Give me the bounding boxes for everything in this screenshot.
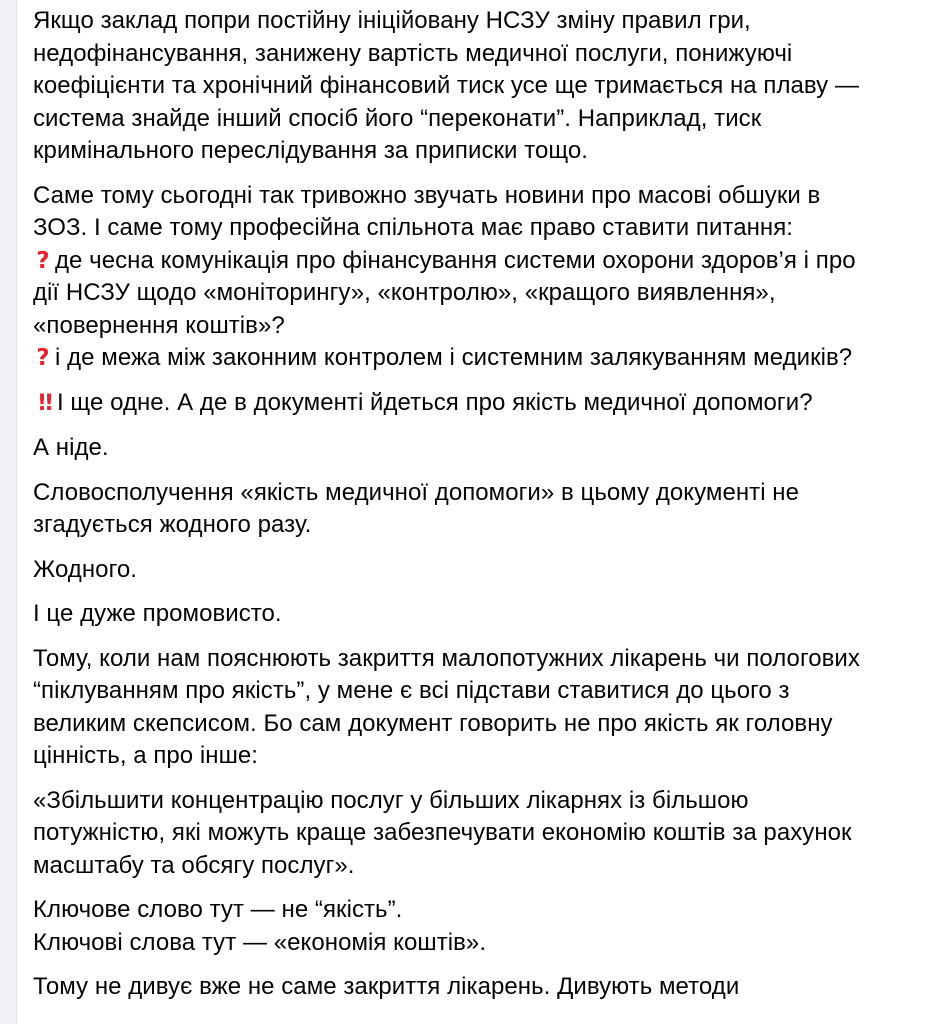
- text-line: [33, 554, 913, 587]
- text-line: [33, 817, 913, 850]
- line-text: ЗОЗ. І саме тому професійна спільнота має право ставити питання:: [33, 214, 793, 241]
- line-text: згадується жодного разу.: [33, 511, 312, 538]
- line-text: масштабу та обсягу послуг».: [33, 851, 355, 879]
- text-line: [33, 927, 913, 960]
- text-line: [33, 850, 913, 883]
- text-line: [33, 245, 913, 278]
- text-line: [33, 708, 913, 741]
- line-text: і де межа між законним контролем і системним залякуванням медиків?: [55, 344, 853, 371]
- post-paragraph: [33, 387, 913, 421]
- text-line: [33, 70, 913, 103]
- line-text: І це дуже промовисто.: [33, 600, 282, 627]
- text-line: [33, 387, 913, 421]
- text-line: [33, 785, 913, 818]
- post-paragraph: [33, 894, 913, 959]
- text-line: [33, 598, 913, 631]
- text-line: [33, 103, 913, 136]
- text-line: [33, 38, 913, 71]
- line-text: потужністю, які можуть краще забезпечувати економію коштів за рахунок: [33, 819, 852, 846]
- line-text: Словосполучення «якість медичної допомоги» в цьому документі не: [33, 478, 800, 506]
- post-paragraph: [33, 598, 913, 631]
- line-text: Тому не дивує вже не саме закриття лікарень. Дивують методи: [33, 973, 740, 1000]
- line-text: “піклуванням про якість”, у мене є всі підстави ставитися до цього з: [33, 677, 790, 704]
- text-line: [33, 310, 913, 343]
- text-line: [33, 212, 913, 245]
- text-line: [33, 5, 913, 38]
- line-text: Ключове слово тут — не “якість”.: [33, 896, 403, 923]
- line-text: «повернення коштів»?: [33, 311, 285, 339]
- line-text: кримінального переслідування за приписки тощо.: [33, 137, 589, 164]
- post-paragraph: [33, 432, 913, 465]
- line-text: Якщо заклад попри постійну ініційовану НСЗУ зміну правил гри,: [33, 7, 751, 34]
- line-text: коефіцієнти та хронічний фінансовий тиск усе ще тримається на плаву —: [33, 72, 859, 99]
- post-paragraph: [33, 785, 913, 883]
- text-line: [33, 643, 913, 676]
- text-line: [33, 180, 913, 213]
- text-line: [33, 971, 913, 1004]
- post-text: [33, 5, 913, 1016]
- post-paragraph: [33, 180, 913, 375]
- line-text: великим скепсисом. Бо сам документ говорить не про якість як головну: [33, 709, 833, 737]
- post-paragraph: [33, 971, 913, 1004]
- text-line: [33, 740, 913, 773]
- post-paragraph: [33, 5, 913, 168]
- text-line: [33, 432, 913, 465]
- post-paragraph: [33, 477, 913, 542]
- text-line: [33, 675, 913, 708]
- line-text: цінність, а про інше:: [33, 742, 259, 769]
- post-paragraph: [33, 554, 913, 587]
- post-card: [16, 0, 931, 1024]
- question-mark-icon: ?: [36, 345, 50, 371]
- line-text: А ніде.: [33, 434, 109, 461]
- post-paragraph: [33, 643, 913, 773]
- text-line: [33, 342, 913, 375]
- line-text: Тому, коли нам пояснюють закриття малопотужних лікарень чи пологових: [33, 644, 860, 672]
- text-line: [33, 894, 913, 927]
- line-text: Ключові слова тут — «економія коштів».: [33, 928, 487, 956]
- line-text: Саме тому сьогодні так тривожно звучать новини про масові обшуки в: [33, 181, 821, 209]
- line-text: «Збільшити концентрацію послуг у більших лікарнях із більшою: [33, 786, 749, 814]
- text-line: [33, 509, 913, 542]
- line-text: система знайде інший спосіб його “переконати”. Наприклад, тиск: [33, 104, 762, 132]
- line-text: дії НСЗУ щодо «моніторингу», «контролю», «кращого виявлення»,: [33, 279, 776, 306]
- text-line: [33, 135, 913, 168]
- question-mark-icon: ?: [36, 247, 50, 274]
- line-text: де чесна комунікація про фінансування системи охорони здоров’я і про: [55, 246, 856, 274]
- line-text: Жодного.: [33, 555, 137, 583]
- line-text: І ще одне. А де в документі йдеться про якість медичної допомоги?: [57, 388, 813, 416]
- text-line: [33, 277, 913, 310]
- double-exclamation-icon: !!: [36, 390, 52, 416]
- line-text: недофінансування, занижену вартість медичної послуги, понижуючі: [33, 39, 793, 67]
- text-line: [33, 477, 913, 510]
